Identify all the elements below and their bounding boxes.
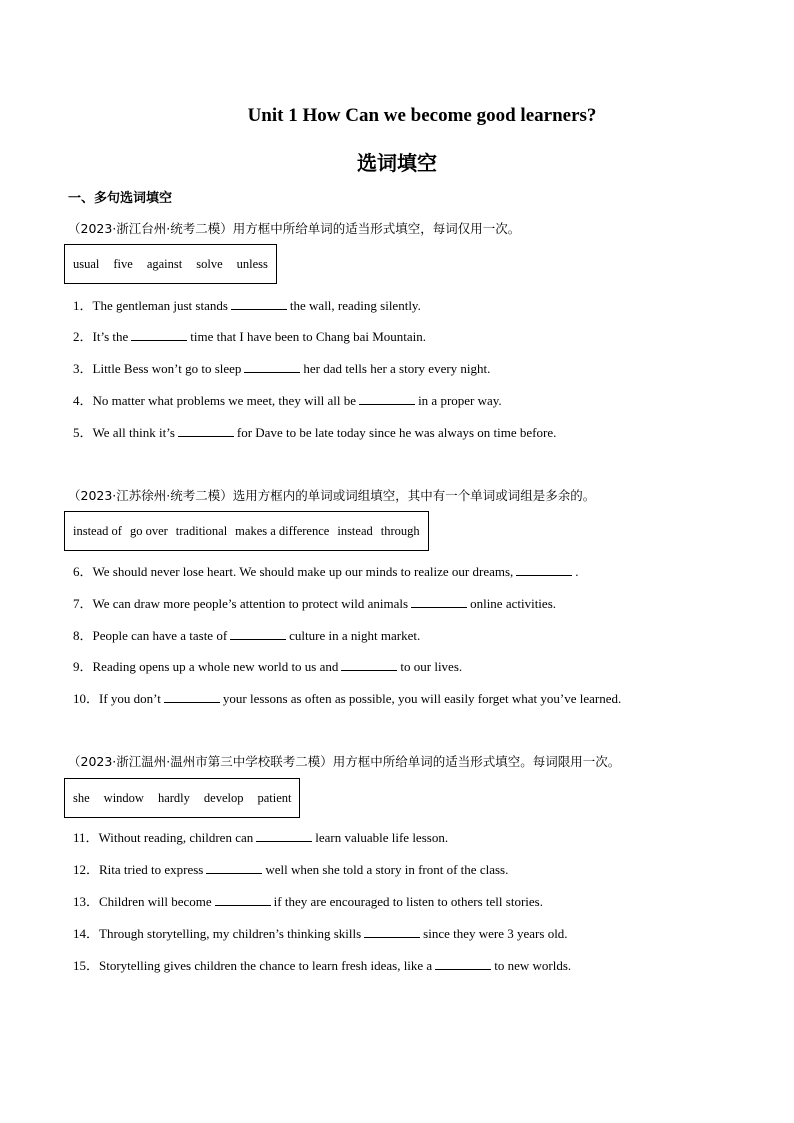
question-2 [73,326,426,345]
answer-blank[interactable] [516,564,572,576]
question-number: 12． [73,862,100,877]
word-box-item: makes a difference [235,523,330,538]
question-7 [73,593,556,612]
answer-blank[interactable] [231,298,287,310]
question-9 [73,656,462,675]
answer-blank[interactable] [244,361,300,373]
question-text: We all think it’s [92,425,175,440]
question-text: Little Bess won’t go to sleep [92,361,242,376]
question-text: The gentleman just stands [92,298,228,313]
question-text: Reading opens up a whole new world to us and [92,659,339,674]
word-box-item: go over [129,523,168,538]
question-number: 7． [73,596,93,611]
section-heading: 一、多句选词填空 [68,191,173,206]
question-text: No matter what problems we meet, they will all be [92,393,357,408]
question-number: 15． [73,958,100,973]
word-box-item: instead [337,523,373,538]
word-box-item: usual [73,256,100,271]
answer-blank[interactable] [178,425,234,437]
word-box-item: develop [203,790,244,805]
question-text: Storytelling gives children the chance to learn fresh ideas, like a [99,958,433,973]
group-2-word-box [64,511,429,551]
answer-blank[interactable] [435,958,491,970]
question-number: 4． [73,393,93,408]
answer-blank[interactable] [256,830,312,842]
question-number: 13． [73,894,100,909]
group-1-word-box [64,244,277,284]
word-box-item: patient [257,790,292,805]
question-number: 6． [73,564,93,579]
question-number: 9． [73,659,93,674]
question-13 [73,891,543,910]
question-10 [73,688,621,707]
question-text: culture in a night market. [289,628,421,643]
question-number: 10． [73,691,100,706]
answer-blank[interactable] [359,393,415,405]
question-number: 11． [73,830,99,845]
word-box-item: five [113,256,133,271]
question-12 [73,859,508,878]
question-number: 5． [73,425,93,440]
question-text: It’s the [92,329,129,344]
answer-blank[interactable] [411,596,467,608]
question-5 [73,422,556,441]
group-3-word-box [64,778,300,818]
question-text: your lessons as often as possible, you will easily forget what you’ve learned. [222,691,622,706]
question-11 [73,827,448,846]
question-8 [73,625,420,644]
question-number: 8． [73,628,93,643]
question-4 [73,390,502,409]
question-14 [73,923,568,942]
question-15 [73,955,571,974]
question-text: the wall, reading silently. [289,298,421,313]
question-text: time that I have been to Chang bai Mountain. [190,329,427,344]
page-subtitle: 选词填空 [357,151,437,175]
group-1-instruction: （2023·浙江台州·统考二模）用方框中所给单词的适当形式填空，每词仅用一次。 [68,221,521,236]
question-number: 3． [73,361,93,376]
question-text: her dad tells her a story every night. [303,361,491,376]
question-text: Through storytelling, my children’s thinking skills [99,926,362,941]
question-text: . [575,564,579,579]
question-text: People can have a taste of [92,628,228,643]
page-title: Unit 1 How Can we become good learners? [247,105,597,126]
answer-blank[interactable] [215,894,271,906]
question-text: to new worlds. [494,958,572,973]
word-box-item: traditional [175,523,228,538]
word-box-item: solve [196,256,223,271]
group-3-instruction: （2023·浙江温州·温州市第三中学校联考二模）用方框中所给单词的适当形式填空。每词限用一次。 [68,754,621,769]
question-text: well when she told a story in front of the class. [265,862,509,877]
question-text: Rita tried to express [99,862,204,877]
answer-blank[interactable] [230,628,286,640]
question-text: if they are encouraged to listen to others tell stories. [273,894,543,909]
question-text: If you don’t [99,691,161,706]
word-box-item: through [380,523,420,538]
question-1 [73,295,421,314]
word-box-item: window [103,790,144,805]
question-text: for Dave to be late today since he was always on time before. [236,425,557,440]
question-3 [73,358,490,377]
question-text: Children will become [99,894,212,909]
word-box-item: instead of [73,523,122,538]
word-box-item: against [146,256,183,271]
question-number: 1． [73,298,93,313]
question-number: 14． [73,926,100,941]
question-text: learn valuable life lesson. [315,830,449,845]
word-box-item: hardly [157,790,190,805]
answer-blank[interactable] [164,691,220,703]
word-box-item: unless [236,256,268,271]
question-6 [73,561,579,580]
answer-blank[interactable] [341,659,397,671]
question-text: since they were 3 years old. [423,926,568,941]
question-text: We should never lose heart. We should make up our minds to realize our dreams, [92,564,514,579]
question-text: Without reading, children can [98,830,254,845]
question-text: online activities. [470,596,556,611]
answer-blank[interactable] [206,862,262,874]
question-text: in a proper way. [418,393,502,408]
word-box-item: she [73,790,90,805]
answer-blank[interactable] [364,926,420,938]
question-text: We can draw more people’s attention to protect wild animals [92,596,409,611]
group-2-instruction: （2023·江苏徐州·统考二模）选用方框内的单词或词组填空，其中有一个单词或词组是多余的。 [68,488,596,503]
question-number: 2． [73,329,93,344]
question-text: to our lives. [400,659,463,674]
answer-blank[interactable] [131,329,187,341]
